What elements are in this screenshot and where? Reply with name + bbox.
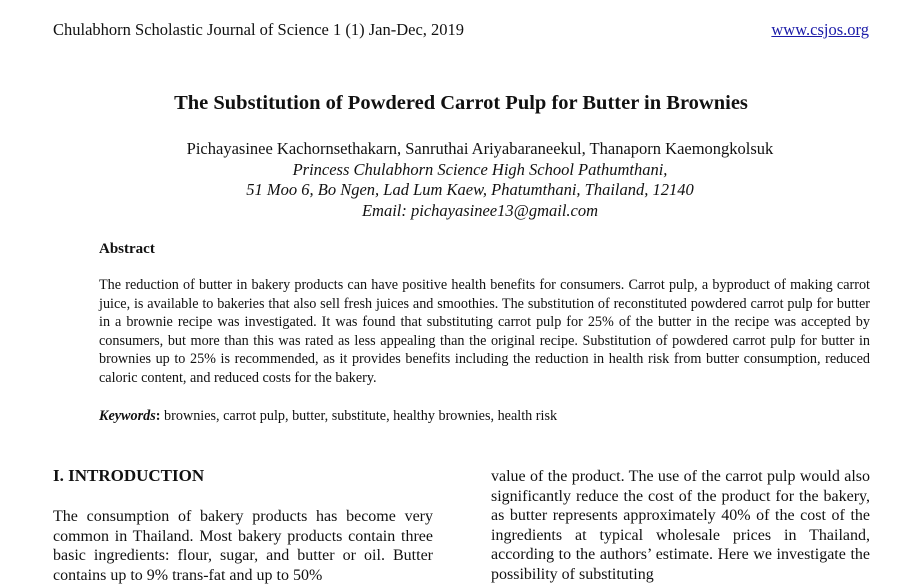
affiliation-address: 51 Moo 6, Bo Ngen, Lad Lum Kaew, Phatumthani, Thailand, 12140 — [246, 180, 694, 199]
website-link[interactable]: www.csjos.org — [771, 20, 869, 39]
abstract-body: The reduction of butter in bakery products can have positive health benefits for consumers. Carrot pulp, a byproduct of making carrot juice, is available to bakeries that also sell fresh juices and smoothies. The substitution of reconstituted powdered carrot pulp for butter in a brownie recipe was investigated. It was found that substituting carrot pulp for 25% of the butter in the recipe was accepted by consumers, but more than this was rated as less appealing than the original recipe. Substitution of powdered carrot pulp for butter in brownies up to 25% is recommended, as it provides benefits including the reduction in health risk from butter consumption, reduced caloric content, and reduced costs for the bakery. — [99, 277, 870, 386]
author-email: Email: pichayasinee13@gmail.com — [361, 201, 599, 220]
affiliation-institution: Princess Chulabhorn Science High School Pathumthani, — [292, 160, 668, 179]
introduction-right-column: value of the product. The use of the carrot pulp would also significantly reduce the cost of the product for the bakery, as butter represents approximately 40% of the cost of the ingredients at typical wholesale prices in Thailand, according to the authors’ estimate. Here we investigate the possibility of substituting — [491, 468, 870, 583]
author-list: Pichayasinee Kachornsethakarn, Sanruthai Ariyabaraneekul, Thanaporn Kaemongkolsuk — [186, 139, 774, 158]
paper-title: The Substitution of Powdered Carrot Pulp for Butter in Brownies — [174, 92, 748, 114]
introduction-heading: I. INTRODUCTION — [53, 466, 205, 485]
keywords-separator: : — [155, 408, 161, 424]
abstract-heading: Abstract — [99, 241, 155, 257]
keywords-label: Keywords — [99, 408, 156, 424]
journal-header: Chulabhorn Scholastic Journal of Science 1 (1) Jan-Dec, 2019 — [53, 20, 465, 39]
keywords-list: brownies, carrot pulp, butter, substitute, healthy brownies, health risk — [160, 408, 558, 424]
keywords-line — [99, 408, 557, 425]
introduction-left-column: The consumption of bakery products has become very common in Thailand. Most bakery products contain three basic ingredients: flour, sugar, and butter or oil. Butter contains up to 9% trans-fat and up to 50% — [53, 508, 433, 584]
